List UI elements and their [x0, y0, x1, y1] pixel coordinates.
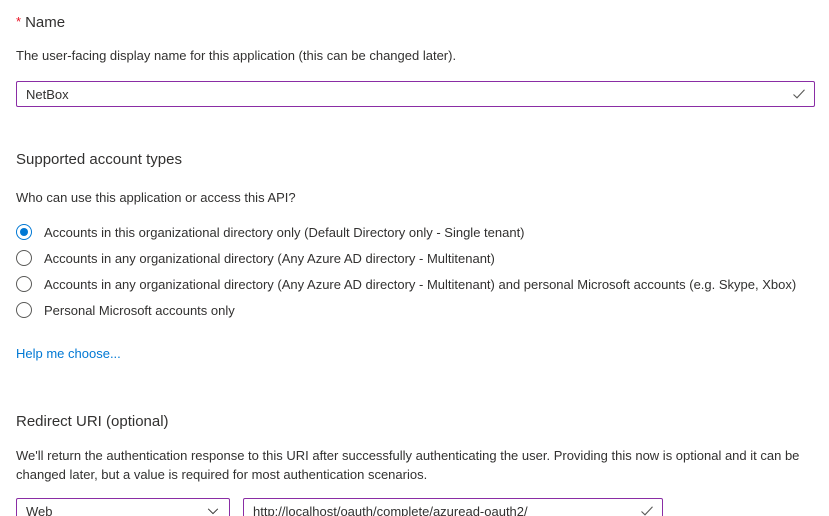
name-input[interactable]: [16, 81, 815, 107]
radio-option-label: Personal Microsoft accounts only: [44, 302, 235, 318]
name-description: The user-facing display name for this application (this can be changed later).: [16, 48, 457, 63]
redirect-uri-input[interactable]: [243, 498, 663, 516]
account-types-question: Who can use this application or access this API?: [16, 190, 296, 205]
help-me-choose-link[interactable]: Help me choose...: [16, 346, 121, 361]
redirect-uri-title: Redirect URI (optional): [16, 413, 169, 430]
radio-option-label: Accounts in this organizational directory only (Default Directory only - Single tenant): [44, 224, 525, 240]
required-asterisk: *: [16, 14, 22, 29]
radio-button-icon[interactable]: [16, 224, 32, 240]
uri-field-container: [243, 498, 663, 516]
radio-option-label: Accounts in any organizational directory (Any Azure AD directory - Multitenant) and personal Microsoft accounts (e.g. Skype, Xbox): [44, 276, 797, 292]
radio-option-multitenant-personal[interactable]: [16, 271, 815, 297]
radio-option-personal-only[interactable]: [16, 297, 815, 323]
radio-button-icon[interactable]: [16, 276, 32, 292]
chevron-down-icon: [206, 504, 220, 516]
redirect-uri-row: [16, 498, 815, 516]
account-types-title: Supported account types: [16, 151, 182, 168]
account-types-radio-group: [16, 219, 815, 323]
redirect-uri-description: We'll return the authentication response to this URI after successfully authenticating the user. Providing this now is optional and it can be changed later, but a value is required for most authentication scenarios.: [16, 448, 800, 482]
platform-dropdown-value: Web: [26, 503, 53, 516]
radio-button-icon[interactable]: [16, 250, 32, 266]
radio-option-multitenant[interactable]: [16, 245, 815, 271]
name-field-container: [16, 81, 815, 107]
radio-option-label: Accounts in any organizational directory (Any Azure AD directory - Multitenant): [44, 250, 495, 266]
platform-dropdown[interactable]: [16, 498, 230, 516]
name-section-title: [16, 12, 815, 33]
name-section-title-text: Name: [25, 14, 66, 31]
radio-button-icon[interactable]: [16, 302, 32, 318]
radio-option-single-tenant[interactable]: [16, 219, 815, 245]
